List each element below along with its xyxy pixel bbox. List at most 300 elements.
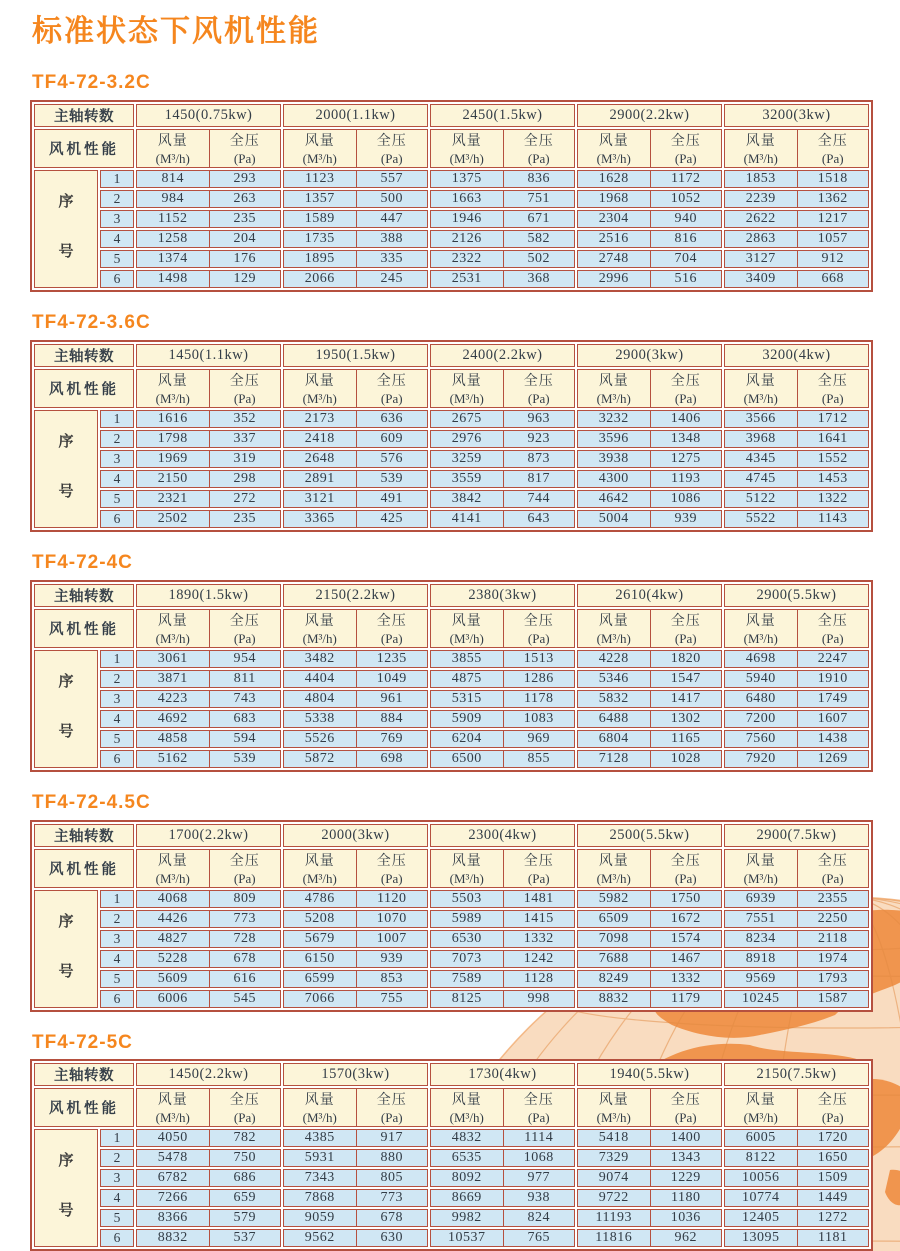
data-row (34, 990, 869, 1008)
serial-char-top: 序 (58, 1153, 74, 1170)
data-row (34, 670, 869, 688)
data-group-cell (724, 450, 869, 468)
speed-cell: 3200(3kw) (724, 104, 869, 127)
pressure-unit: (Pa) (380, 390, 403, 406)
data-group-cell (430, 690, 575, 708)
flow-unit: (M³/h) (302, 1110, 337, 1126)
fan-performance-table (30, 340, 873, 532)
data-group-cell (430, 650, 575, 668)
pressure-value: 235 (209, 511, 281, 527)
flow-header (284, 1089, 356, 1126)
data-group-cell (430, 730, 575, 748)
flow-value: 4698 (745, 650, 776, 666)
data-group-cell (136, 410, 281, 428)
data-row (34, 270, 869, 288)
pressure-value: 1179 (650, 991, 722, 1007)
data-group-cell (283, 670, 428, 688)
row-number-cell: 5 (100, 970, 134, 988)
data-row (34, 170, 869, 188)
data-group-cell (577, 430, 722, 448)
flow-value: 10537 (448, 1230, 486, 1246)
pressure-value: 1417 (650, 691, 722, 707)
data-group-cell (577, 270, 722, 288)
pressure-unit: (Pa) (821, 1110, 844, 1126)
units-group-cell (283, 849, 428, 888)
pressure-value: 1180 (650, 1190, 722, 1206)
flow-value: 5478 (157, 1150, 188, 1166)
flow-value: 3259 (451, 450, 482, 466)
row-number-cell: 5 (100, 250, 134, 268)
flow-label: 风量 (451, 613, 482, 629)
speed-row-label: 主轴转数 (34, 584, 134, 607)
flow-unit: (M³/h) (302, 630, 337, 646)
flow-value: 1946 (451, 210, 482, 226)
pressure-header (503, 130, 575, 167)
flow-value: 3365 (304, 510, 335, 526)
data-group-cell (430, 410, 575, 428)
flow-value: 4832 (451, 1130, 482, 1146)
pressure-unit: (Pa) (674, 630, 697, 646)
pressure-value: 1362 (797, 191, 869, 207)
row-number-cell: 4 (100, 1189, 134, 1207)
data-group-cell (430, 430, 575, 448)
pressure-value: 1415 (503, 911, 575, 927)
serial-char-bottom: 号 (58, 1203, 74, 1220)
pressure-value: 912 (797, 251, 869, 267)
flow-value: 1374 (157, 250, 188, 266)
row-number-cell: 2 (100, 430, 134, 448)
fan-performance-table (30, 580, 873, 772)
flow-header (725, 850, 797, 887)
flow-label: 风量 (598, 373, 629, 389)
pressure-header (503, 850, 575, 887)
flow-label: 风量 (451, 133, 482, 149)
fan-performance-table (30, 820, 873, 1012)
pressure-value: 335 (356, 251, 428, 267)
serial-column-label (34, 170, 98, 288)
pressure-value: 1481 (503, 891, 575, 907)
data-group-cell (136, 1229, 281, 1247)
flow-value: 3968 (745, 430, 776, 446)
flow-value: 6804 (598, 730, 629, 746)
data-group-cell (136, 1189, 281, 1207)
pressure-unit: (Pa) (674, 1110, 697, 1126)
speed-cell: 2900(3kw) (577, 344, 722, 367)
pressure-unit: (Pa) (674, 870, 697, 886)
flow-value: 9562 (304, 1230, 335, 1246)
data-group-cell (430, 1149, 575, 1167)
row-number-cell: 4 (100, 230, 134, 248)
performance-row-label: 风机性能 (34, 1088, 134, 1127)
pressure-value: 1910 (797, 671, 869, 687)
pressure-value: 683 (209, 711, 281, 727)
pressure-value: 539 (356, 471, 428, 487)
pressure-value: 616 (209, 971, 281, 987)
data-group-cell (283, 490, 428, 508)
pressure-value: 659 (209, 1190, 281, 1206)
pressure-value: 954 (209, 651, 281, 667)
data-group-cell (724, 670, 869, 688)
flow-value: 10774 (742, 1190, 780, 1206)
flow-value: 6782 (157, 1170, 188, 1186)
flow-label: 风量 (304, 1093, 335, 1109)
pressure-value: 751 (503, 191, 575, 207)
units-group-cell (136, 369, 281, 408)
data-group-cell (136, 190, 281, 208)
flow-value: 5522 (745, 510, 776, 526)
flow-label: 风量 (745, 1093, 776, 1109)
pressure-label: 全压 (376, 133, 407, 149)
pressure-header (209, 850, 281, 887)
flow-value: 13095 (742, 1230, 780, 1246)
pressure-header (797, 610, 869, 647)
data-group-cell (577, 230, 722, 248)
data-group-cell (577, 1169, 722, 1187)
row-number-cell: 3 (100, 930, 134, 948)
flow-value: 8669 (451, 1190, 482, 1206)
pressure-value: 1332 (650, 971, 722, 987)
flow-value: 7073 (451, 950, 482, 966)
pressure-value: 1083 (503, 711, 575, 727)
flow-value: 2066 (304, 270, 335, 286)
flow-value: 7868 (304, 1190, 335, 1206)
flow-value: 2531 (451, 270, 482, 286)
pressure-label: 全压 (376, 373, 407, 389)
pressure-value: 817 (503, 471, 575, 487)
pressure-value: 368 (503, 271, 575, 287)
data-group-cell (430, 490, 575, 508)
data-group-cell (430, 990, 575, 1008)
pressure-value: 272 (209, 491, 281, 507)
row-number-cell: 6 (100, 270, 134, 288)
speed-row-label: 主轴转数 (34, 1063, 134, 1086)
pressure-unit: (Pa) (821, 150, 844, 166)
flow-value: 7066 (304, 990, 335, 1006)
pressure-value: 1068 (503, 1150, 575, 1166)
flow-label: 风量 (157, 1093, 188, 1109)
data-group-cell (724, 930, 869, 948)
data-group-cell (283, 1189, 428, 1207)
flow-value: 3061 (157, 650, 188, 666)
data-row (34, 230, 869, 248)
data-group-cell (283, 170, 428, 188)
data-group-cell (724, 490, 869, 508)
flow-value: 3559 (451, 470, 482, 486)
flow-value: 5162 (157, 750, 188, 766)
pressure-value: 728 (209, 931, 281, 947)
flow-value: 5940 (745, 670, 776, 686)
row-number-cell: 6 (100, 510, 134, 528)
pressure-unit: (Pa) (674, 390, 697, 406)
data-row (34, 730, 869, 748)
flow-value: 3482 (304, 650, 335, 666)
speed-cell: 1950(1.5kw) (283, 344, 428, 367)
units-group-cell (724, 129, 869, 168)
row-number-cell: 2 (100, 910, 134, 928)
pressure-value: 917 (356, 1130, 428, 1146)
flow-value: 4426 (157, 910, 188, 926)
flow-value: 5832 (598, 690, 629, 706)
row-number-cell: 3 (100, 690, 134, 708)
speed-cell: 1570(3kw) (283, 1063, 428, 1086)
flow-unit: (M³/h) (302, 390, 337, 406)
flow-unit: (M³/h) (596, 870, 631, 886)
pressure-value: 750 (209, 1150, 281, 1166)
units-group-cell (283, 369, 428, 408)
flow-value: 7560 (745, 730, 776, 746)
data-group-cell (724, 410, 869, 428)
serial-column-label (34, 890, 98, 1008)
flow-value: 8125 (451, 990, 482, 1006)
data-group-cell (136, 210, 281, 228)
flow-header (137, 130, 209, 167)
speed-cell: 1450(2.2kw) (136, 1063, 281, 1086)
data-group-cell (724, 190, 869, 208)
flow-value: 3566 (745, 410, 776, 426)
flow-label: 风量 (157, 373, 188, 389)
pressure-value: 1438 (797, 731, 869, 747)
flow-value: 4875 (451, 670, 482, 686)
flow-header (725, 370, 797, 407)
pressure-unit: (Pa) (233, 390, 256, 406)
flow-value: 7551 (745, 910, 776, 926)
row-number-cell: 1 (100, 410, 134, 428)
units-group-cell (136, 609, 281, 648)
flow-value: 1798 (157, 430, 188, 446)
flow-value: 6488 (598, 710, 629, 726)
flow-value: 7688 (598, 950, 629, 966)
flow-unit: (M³/h) (743, 390, 778, 406)
pressure-value: 769 (356, 731, 428, 747)
flow-value: 12405 (742, 1210, 780, 1226)
pressure-value: 1028 (650, 751, 722, 767)
row-number-cell: 2 (100, 1149, 134, 1167)
flow-value: 2173 (304, 410, 335, 426)
flow-value: 2150 (157, 470, 188, 486)
data-group-cell (283, 690, 428, 708)
data-group-cell (430, 230, 575, 248)
pressure-unit: (Pa) (527, 150, 550, 166)
pressure-value: 545 (209, 991, 281, 1007)
flow-value: 7128 (598, 750, 629, 766)
data-group-cell (430, 670, 575, 688)
flow-value: 8366 (157, 1210, 188, 1226)
pressure-value: 1332 (503, 931, 575, 947)
data-group-cell (577, 410, 722, 428)
flow-unit: (M³/h) (302, 150, 337, 166)
data-group-cell (136, 250, 281, 268)
pressure-value: 1128 (503, 971, 575, 987)
flow-unit: (M³/h) (596, 150, 631, 166)
data-group-cell (577, 670, 722, 688)
flow-header (578, 850, 650, 887)
pressure-label: 全压 (229, 373, 260, 389)
flow-value: 6535 (451, 1150, 482, 1166)
data-group-cell (724, 730, 869, 748)
row-number-cell: 1 (100, 1129, 134, 1147)
pressure-value: 1650 (797, 1150, 869, 1166)
units-row (34, 1088, 869, 1127)
data-row (34, 710, 869, 728)
flow-value: 1853 (745, 170, 776, 186)
data-group-cell (577, 710, 722, 728)
pressure-value: 1513 (503, 651, 575, 667)
pressure-value: 704 (650, 251, 722, 267)
pressure-value: 1181 (797, 1230, 869, 1246)
row-number-cell: 5 (100, 490, 134, 508)
flow-value: 5228 (157, 950, 188, 966)
pressure-header (797, 1089, 869, 1126)
speed-cell: 1450(0.75kw) (136, 104, 281, 127)
row-number-cell: 3 (100, 450, 134, 468)
data-row (34, 490, 869, 508)
pressure-value: 594 (209, 731, 281, 747)
flow-value: 6150 (304, 950, 335, 966)
flow-label: 风量 (157, 853, 188, 869)
pressure-value: 962 (650, 1230, 722, 1246)
data-group-cell (724, 650, 869, 668)
data-group-cell (430, 450, 575, 468)
pressure-value: 1574 (650, 931, 722, 947)
flow-value: 10056 (742, 1170, 780, 1186)
serial-column-label (34, 650, 98, 768)
flow-value: 7589 (451, 970, 482, 986)
pressure-value: 782 (209, 1130, 281, 1146)
pressure-value: 293 (209, 171, 281, 187)
speed-row-label: 主轴转数 (34, 344, 134, 367)
pressure-value: 755 (356, 991, 428, 1007)
data-group-cell (577, 650, 722, 668)
data-group-cell (283, 1209, 428, 1227)
pressure-value: 337 (209, 431, 281, 447)
flow-value: 1123 (305, 170, 335, 186)
pressure-value: 2247 (797, 651, 869, 667)
pressure-value: 939 (650, 511, 722, 527)
flow-header (431, 850, 503, 887)
flow-value: 6006 (157, 990, 188, 1006)
flow-value: 9059 (304, 1210, 335, 1226)
units-group-cell (283, 129, 428, 168)
pressure-value: 836 (503, 171, 575, 187)
flow-value: 11193 (595, 1210, 632, 1226)
pressure-value: 1793 (797, 971, 869, 987)
pressure-value: 636 (356, 411, 428, 427)
data-group-cell (724, 470, 869, 488)
pressure-value: 1712 (797, 411, 869, 427)
flow-value: 1375 (451, 170, 482, 186)
data-group-cell (136, 690, 281, 708)
pressure-value: 923 (503, 431, 575, 447)
flow-label: 风量 (451, 373, 482, 389)
flow-header (284, 370, 356, 407)
data-group-cell (724, 170, 869, 188)
pressure-value: 811 (209, 671, 281, 687)
data-row (34, 750, 869, 768)
pressure-value: 516 (650, 271, 722, 287)
pressure-value: 678 (209, 951, 281, 967)
pressure-value: 1242 (503, 951, 575, 967)
pressure-value: 1036 (650, 1210, 722, 1226)
pressure-label: 全压 (523, 133, 554, 149)
pressure-value: 671 (503, 211, 575, 227)
data-group-cell (724, 230, 869, 248)
units-group-cell (577, 849, 722, 888)
data-group-cell (577, 890, 722, 908)
pressure-unit: (Pa) (821, 630, 844, 646)
flow-value: 4223 (157, 690, 188, 706)
data-group-cell (283, 650, 428, 668)
data-group-cell (283, 510, 428, 528)
pressure-value: 609 (356, 431, 428, 447)
flow-label: 风量 (598, 853, 629, 869)
speed-cell: 2000(1.1kw) (283, 104, 428, 127)
pressure-value: 824 (503, 1210, 575, 1226)
pressure-unit: (Pa) (233, 1110, 256, 1126)
units-row (34, 609, 869, 648)
flow-label: 风量 (157, 133, 188, 149)
data-group-cell (577, 730, 722, 748)
data-group-cell (283, 210, 428, 228)
flow-value: 7329 (598, 1150, 629, 1166)
data-row (34, 250, 869, 268)
pressure-value: 1178 (503, 691, 575, 707)
units-row (34, 849, 869, 888)
data-group-cell (724, 970, 869, 988)
flow-value: 8918 (745, 950, 776, 966)
pressure-value: 678 (356, 1210, 428, 1226)
flow-label: 风量 (745, 613, 776, 629)
flow-value: 2304 (598, 210, 629, 226)
flow-value: 2675 (451, 410, 482, 426)
pressure-value: 245 (356, 271, 428, 287)
pressure-value: 743 (209, 691, 281, 707)
flow-value: 8832 (157, 1230, 188, 1246)
flow-header (284, 130, 356, 167)
flow-unit: (M³/h) (155, 870, 190, 886)
pressure-header (356, 370, 428, 407)
flow-unit: (M³/h) (449, 870, 484, 886)
data-row (34, 690, 869, 708)
flow-label: 风量 (745, 853, 776, 869)
pressure-header (650, 370, 722, 407)
pressure-unit: (Pa) (233, 870, 256, 886)
pressure-label: 全压 (670, 133, 701, 149)
data-row (34, 210, 869, 228)
flow-value: 2863 (745, 230, 776, 246)
flow-value: 4642 (598, 490, 629, 506)
pressure-value: 668 (797, 271, 869, 287)
data-group-cell (724, 910, 869, 928)
pressure-value: 129 (209, 271, 281, 287)
data-group-cell (283, 450, 428, 468)
pressure-value: 1302 (650, 711, 722, 727)
flow-label: 风量 (451, 1093, 482, 1109)
data-group-cell (430, 170, 575, 188)
row-number-cell: 5 (100, 1209, 134, 1227)
flow-value: 3596 (598, 430, 629, 446)
pressure-value: 773 (209, 911, 281, 927)
data-group-cell (136, 470, 281, 488)
flow-value: 8832 (598, 990, 629, 1006)
flow-unit: (M³/h) (743, 150, 778, 166)
flow-unit: (M³/h) (743, 630, 778, 646)
data-row (34, 650, 869, 668)
pressure-unit: (Pa) (527, 390, 550, 406)
pressure-label: 全压 (817, 853, 848, 869)
flow-value: 6480 (745, 690, 776, 706)
pressure-label: 全压 (523, 1093, 554, 1109)
pressure-value: 855 (503, 751, 575, 767)
